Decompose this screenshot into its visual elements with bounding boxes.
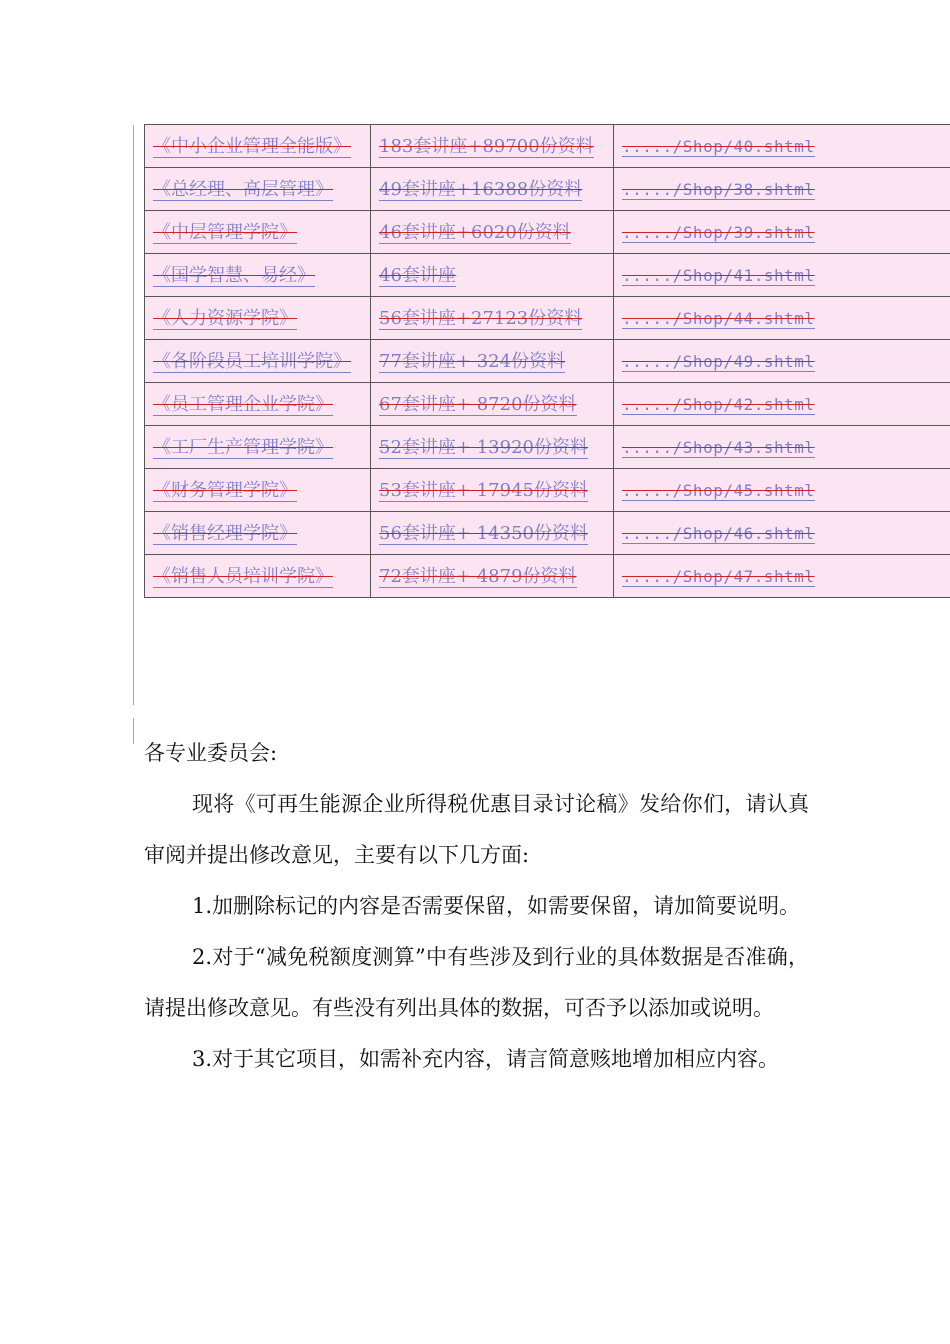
table-cell bbox=[145, 426, 371, 469]
table-cell bbox=[614, 426, 950, 469]
course-url-link[interactable]: ...../Shop/49.shtml bbox=[622, 352, 815, 371]
course-title-link[interactable]: 《总经理、高层管理》 bbox=[153, 179, 333, 200]
salutation: 各专业委员会: bbox=[144, 741, 278, 765]
course-link-table bbox=[144, 124, 950, 598]
table-cell bbox=[614, 254, 950, 297]
course-title-link[interactable]: 《国学智慧、易经》 bbox=[153, 265, 315, 286]
paragraph-item-2: 2.对于“减免税额度测算”中有些涉及到行业的具体数据是否准确，请提出修改意见。有些没有列出具体的数据，可否予以添加或说明。 bbox=[144, 945, 809, 1020]
course-url-link[interactable]: ...../Shop/47.shtml bbox=[622, 567, 815, 586]
table-cell bbox=[145, 297, 371, 340]
table-row bbox=[145, 469, 950, 512]
table-row bbox=[145, 383, 950, 426]
course-title-link[interactable]: 《工厂生产管理学院》 bbox=[153, 437, 333, 458]
course-detail-link[interactable]: 72套讲座+ 4879份资料 bbox=[379, 566, 577, 587]
table-cell bbox=[614, 469, 950, 512]
table-cell bbox=[145, 469, 371, 512]
table-cell bbox=[614, 512, 950, 555]
table-cell bbox=[614, 340, 950, 383]
course-url-link[interactable]: ...../Shop/44.shtml bbox=[622, 309, 815, 328]
course-detail-link[interactable]: 46套讲座+6020份资料 bbox=[379, 222, 571, 243]
table-cell bbox=[614, 125, 950, 168]
course-url-link[interactable]: ...../Shop/39.shtml bbox=[622, 223, 815, 242]
table-row bbox=[145, 512, 950, 555]
table-cell bbox=[614, 383, 950, 426]
table-cell bbox=[614, 211, 950, 254]
table-cell bbox=[145, 125, 371, 168]
table-cell bbox=[145, 211, 371, 254]
course-url-link[interactable]: ...../Shop/40.shtml bbox=[622, 137, 815, 156]
table-cell bbox=[371, 555, 614, 598]
course-detail-link[interactable]: 46套讲座 bbox=[379, 265, 456, 286]
table-row bbox=[145, 211, 950, 254]
table-cell bbox=[371, 426, 614, 469]
table-cell bbox=[614, 555, 950, 598]
table-cell bbox=[371, 211, 614, 254]
course-url-link[interactable]: ...../Shop/41.shtml bbox=[622, 266, 815, 285]
course-detail-link[interactable]: 56套讲座+27123份资料 bbox=[379, 308, 583, 329]
course-url-link[interactable]: ...../Shop/42.shtml bbox=[622, 395, 815, 414]
course-detail-link[interactable]: 52套讲座+ 13920份资料 bbox=[379, 437, 588, 458]
table-row bbox=[145, 555, 950, 598]
course-url-link[interactable]: ...../Shop/43.shtml bbox=[622, 438, 815, 457]
table-cell bbox=[145, 340, 371, 383]
table-cell bbox=[371, 340, 614, 383]
table-row bbox=[145, 168, 950, 211]
course-title-link[interactable]: 《员工管理企业学院》 bbox=[153, 394, 333, 415]
table-cell bbox=[371, 512, 614, 555]
table-cell bbox=[371, 383, 614, 426]
course-url-link[interactable]: ...../Shop/46.shtml bbox=[622, 524, 815, 543]
table-cell bbox=[614, 297, 950, 340]
paragraph-item-3: 3.对于其它项目，如需补充内容，请言简意赅地增加相应内容。 bbox=[192, 1047, 780, 1071]
margin-bar bbox=[133, 718, 134, 744]
letter-body bbox=[144, 728, 809, 1085]
table-cell bbox=[371, 469, 614, 512]
table-row bbox=[145, 297, 950, 340]
table-cell bbox=[371, 125, 614, 168]
table-cell bbox=[145, 512, 371, 555]
course-title-link[interactable]: 《销售经理学院》 bbox=[153, 523, 297, 544]
course-title-link[interactable]: 《销售人员培训学院》 bbox=[153, 566, 333, 587]
course-url-link[interactable]: ...../Shop/45.shtml bbox=[622, 481, 815, 500]
course-title-link[interactable]: 《各阶段员工培训学院》 bbox=[153, 351, 351, 372]
course-title-link[interactable]: 《中小企业管理全能版》 bbox=[153, 136, 351, 157]
table-row bbox=[145, 426, 950, 469]
table-row bbox=[145, 125, 950, 168]
course-title-link[interactable]: 《中层管理学院》 bbox=[153, 222, 297, 243]
course-detail-link[interactable]: 56套讲座+ 14350份资料 bbox=[379, 523, 588, 544]
table-cell bbox=[145, 168, 371, 211]
course-detail-link[interactable]: 53套讲座+ 17945份资料 bbox=[379, 480, 588, 501]
course-url-link[interactable]: ...../Shop/38.shtml bbox=[622, 180, 815, 199]
paragraph-intro: 现将《可再生能源企业所得税优惠目录讨论稿》发给你们，请认真审阅并提出修改意见，主要有以下几方面: bbox=[144, 792, 809, 867]
table-row bbox=[145, 340, 950, 383]
paragraph-item-1: 1.加删除标记的内容是否需要保留，如需要保留，请加简要说明。 bbox=[192, 894, 801, 918]
course-title-link[interactable]: 《财务管理学院》 bbox=[153, 480, 297, 501]
course-detail-link[interactable]: 67套讲座+ 8720份资料 bbox=[379, 394, 577, 415]
course-detail-link[interactable]: 49套讲座+16388份资料 bbox=[379, 179, 583, 200]
course-title-link[interactable]: 《人力资源学院》 bbox=[153, 308, 297, 329]
table-cell bbox=[145, 555, 371, 598]
table-cell bbox=[145, 383, 371, 426]
table-row bbox=[145, 254, 950, 297]
course-detail-link[interactable]: 77套讲座+ 324份资料 bbox=[379, 351, 566, 372]
course-detail-link[interactable]: 183套讲座+89700份资料 bbox=[379, 136, 594, 157]
table-cell bbox=[371, 297, 614, 340]
margin-bar bbox=[133, 125, 134, 705]
table-cell bbox=[371, 168, 614, 211]
table-cell bbox=[614, 168, 950, 211]
table-cell bbox=[145, 254, 371, 297]
table-cell bbox=[371, 254, 614, 297]
